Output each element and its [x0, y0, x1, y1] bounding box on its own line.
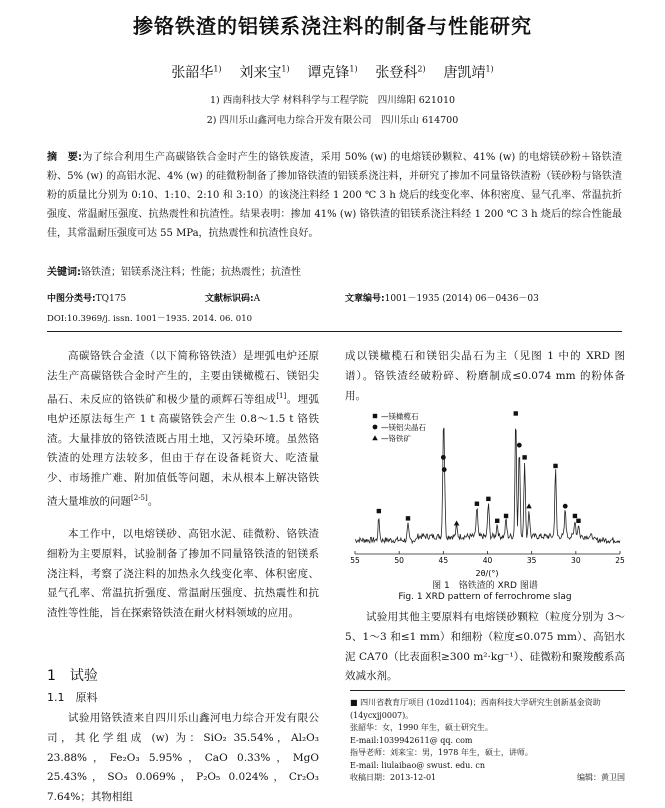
x-tick-label: 40 [482, 556, 493, 565]
doi: DOI:10.3969/j. issn. 1001－1935. 2014. 06. 010 [47, 314, 253, 324]
paper-title: 掺铬铁渣的铝镁系浇注料的制备与性能研究 [133, 14, 532, 38]
keywords-text: 铬铁渣；铝镁系浇注料；性能；抗热震性；抗渣性 [81, 267, 301, 278]
square-marker [553, 464, 557, 468]
footnote [350, 697, 625, 785]
circle-marker [441, 455, 446, 460]
affiliation-2: 2) 四川乐山鑫河电力综合开发有限公司 四川乐山 614700 [206, 115, 459, 126]
triangle-marker [454, 520, 460, 525]
square-marker [475, 502, 479, 506]
section-heading: 1 试验 [47, 668, 98, 684]
author-name: 张韶华 [171, 65, 214, 81]
keywords [47, 263, 301, 278]
advisor-email: E-mail: liulaibao@ swust. edu. cn [350, 760, 486, 770]
legend-label: —镁橄榄石 [381, 412, 419, 421]
affiliation-1: 1) 西南科技大学 材料科学与工程学院 四川绵阳 621010 [209, 95, 456, 106]
x-axis-label: 2θ/(°) [475, 569, 499, 578]
author-name: 张登科 [375, 65, 418, 81]
abstract-text: 为了综合利用生产高碳铬铁合金时产生的铬铁废渣，采用 50% (w) 的电熔镁砂颗粒、41% (w) 的电熔镁砂粉＋铬铁渣粉、5% (w) 的高铝水泥、4% (w) 的硅微粉制备了掺加铬铁渣的铝镁系浇注料，并研究了掺加不同量铬铁渣粉（镁砂粉与铬铁渣粉的质量比分别为 0:10、1:10、2:10 和 3:10）的该浇注料经 1 200 ℃ 3 h 烧后的线变化率、体积密度、显气孔率、常温抗折强度、常温耐压强度、抗热震性和抗渣性。结果表明：掺加 41% (w) 铬铁渣的铝镁系浇注料经 1 200 ℃ 3 h 烧后的综合性能最佳，其常温耐压强度可达 55 MPa，抗热震性和抗渣性良好。 [47, 152, 623, 239]
square-marker [377, 509, 381, 513]
received-date: 收稿日期：2013-12-01 [350, 773, 437, 782]
phase-paragraph: 成以镁橄榄石和镁铝尖晶石为主（见图 1 中的 XRD 图谱）。铬铁渣经破粉碎、粉磨制成≤0.074 mm 的粉体备用。 [345, 350, 625, 402]
author-note: 张韶华：女，1990 年生，硕士研究生。 [350, 723, 493, 732]
square-marker [406, 516, 410, 520]
subsection-heading: 1.1 原料 [47, 691, 98, 704]
square-marker [495, 519, 499, 523]
materials-paragraph: 试验用铬铁渣来自四川乐山鑫河电力综合开发有限公司，其化学组成 (w) 为：SiO₂ 35.54%，Al₂O₃ 23.88%，Fe₂O₃ 5.95%，CaO 0.33%，MgO 25.43%，SO₃ 0.069%，P₂O₅ 0.024%，Cr₂O₃ 7.64%；其物相组 [47, 712, 319, 804]
triangle-marker [372, 435, 378, 440]
abstract-label: 摘 要: [47, 152, 83, 163]
author-email: E-mail:1039942611@ qq. com [350, 735, 473, 745]
x-tick-label: 25 [615, 556, 625, 565]
circle-marker [517, 443, 522, 448]
legend-label: —铬铁矿 [381, 434, 411, 443]
x-tick-label: 55 [350, 556, 360, 565]
raw-materials-paragraph: 试验用其他主要原料有电熔镁砂颗粒（粒度分别为 3～5、1～3 和≤1 mm）和细粉（粒度≤0.075 mm）、高铝水泥 CA70（比表面积≥300 m²·kg⁻¹）、硅微粉和聚羧酸系高效减水剂。 [345, 611, 625, 683]
intro-paragraph-1: 高碳铬铁合金渣（以下简称铬铁渣）是埋弧电炉还原法生产高碳铬铁合金时产生的，主要由镁橄榄石、镁铝尖晶石、未反应的铬铁矿和极少量的顽辉石等组成[1]。埋弧电炉还原法每生产 1 t 高碳铬铁会产生 0.8～1.5 t 铬铁渣。大量排放的铬铁渣既占用土地，又污染环境。虽然铬铁渣的处理方法较多，但由于存在设备耗资大、吃渣量少、市场推广难、附加值低等问题，未从根本上解决铬铁渣大量堆放的问题[2-5]。 [47, 350, 320, 508]
editor: 编辑：黄卫国 [577, 773, 625, 782]
circle-marker [563, 504, 568, 509]
intro-paragraph-2: 本工作中，以电熔镁砂、高铝水泥、硅微粉、铬铁渣细粉为主要原料，试验制备了掺加不同量铬铁渣的铝镁系浇注料，考察了浇注料的加热永久线变化率、体积密度、显气孔率、常温抗折强度、常温耐压强度、抗热震性和抗渣性等性能，旨在探索铬铁渣在耐火材料领域的应用。 [47, 528, 319, 620]
fund-note: ■ 四川省教育厅项目 (10zd1104)；西南科技大学研究生创新基金资助 (14ycxjj0007)。 [350, 698, 601, 720]
triangle-marker [526, 503, 532, 508]
x-axis [350, 551, 625, 565]
xrd-pattern-line [355, 428, 620, 543]
square-marker [576, 519, 580, 523]
xrd-chart [345, 408, 625, 578]
square-marker [522, 455, 526, 459]
legend-label: —镁铝尖晶石 [381, 423, 426, 432]
circle-marker [373, 425, 378, 430]
author-name: 谭克锋 [307, 65, 350, 81]
author-name: 唐凯靖 [443, 65, 486, 81]
x-tick-label: 35 [526, 556, 537, 565]
square-marker [373, 414, 377, 418]
square-marker [486, 497, 490, 501]
square-bullet-icon: ■ [350, 698, 361, 707]
circle-marker [442, 467, 447, 472]
keywords-label: 关键词: [47, 267, 81, 278]
chart-legend [372, 411, 426, 443]
figure-caption-en: Fig. 1 XRD pattern of ferrochrome slag [398, 592, 572, 602]
article-number: 文章编号:1001－1935 (2014) 06－0436－03 [345, 294, 539, 304]
square-marker [514, 411, 518, 415]
abstract [47, 148, 622, 243]
document-code: 文献标识码:A [205, 294, 261, 304]
header-divider [47, 331, 622, 332]
footnote-divider [350, 690, 625, 691]
x-tick-label: 45 [438, 556, 449, 565]
author-list: 张韶华$^{1)}$ 刘来宝$^{1)}$ 谭克锋$^{1)}$ 张登科$^{2)}$ 唐凯靖$^{1)}$ [171, 64, 494, 81]
x-tick-label: 30 [571, 556, 581, 565]
square-marker [573, 514, 577, 518]
classification-number: 中图分类号:TQ175 [47, 294, 127, 304]
dates-row [350, 772, 625, 785]
advisor-note: 指导老师：刘来宝：男，1978 年生，硕士，讲师。 [350, 748, 533, 757]
figure-caption-cn: 图 1 铬铁渣的 XRD 图谱 [432, 581, 538, 591]
square-marker [504, 514, 508, 518]
x-tick-label: 50 [394, 556, 404, 565]
author-name: 刘来宝 [239, 65, 282, 81]
